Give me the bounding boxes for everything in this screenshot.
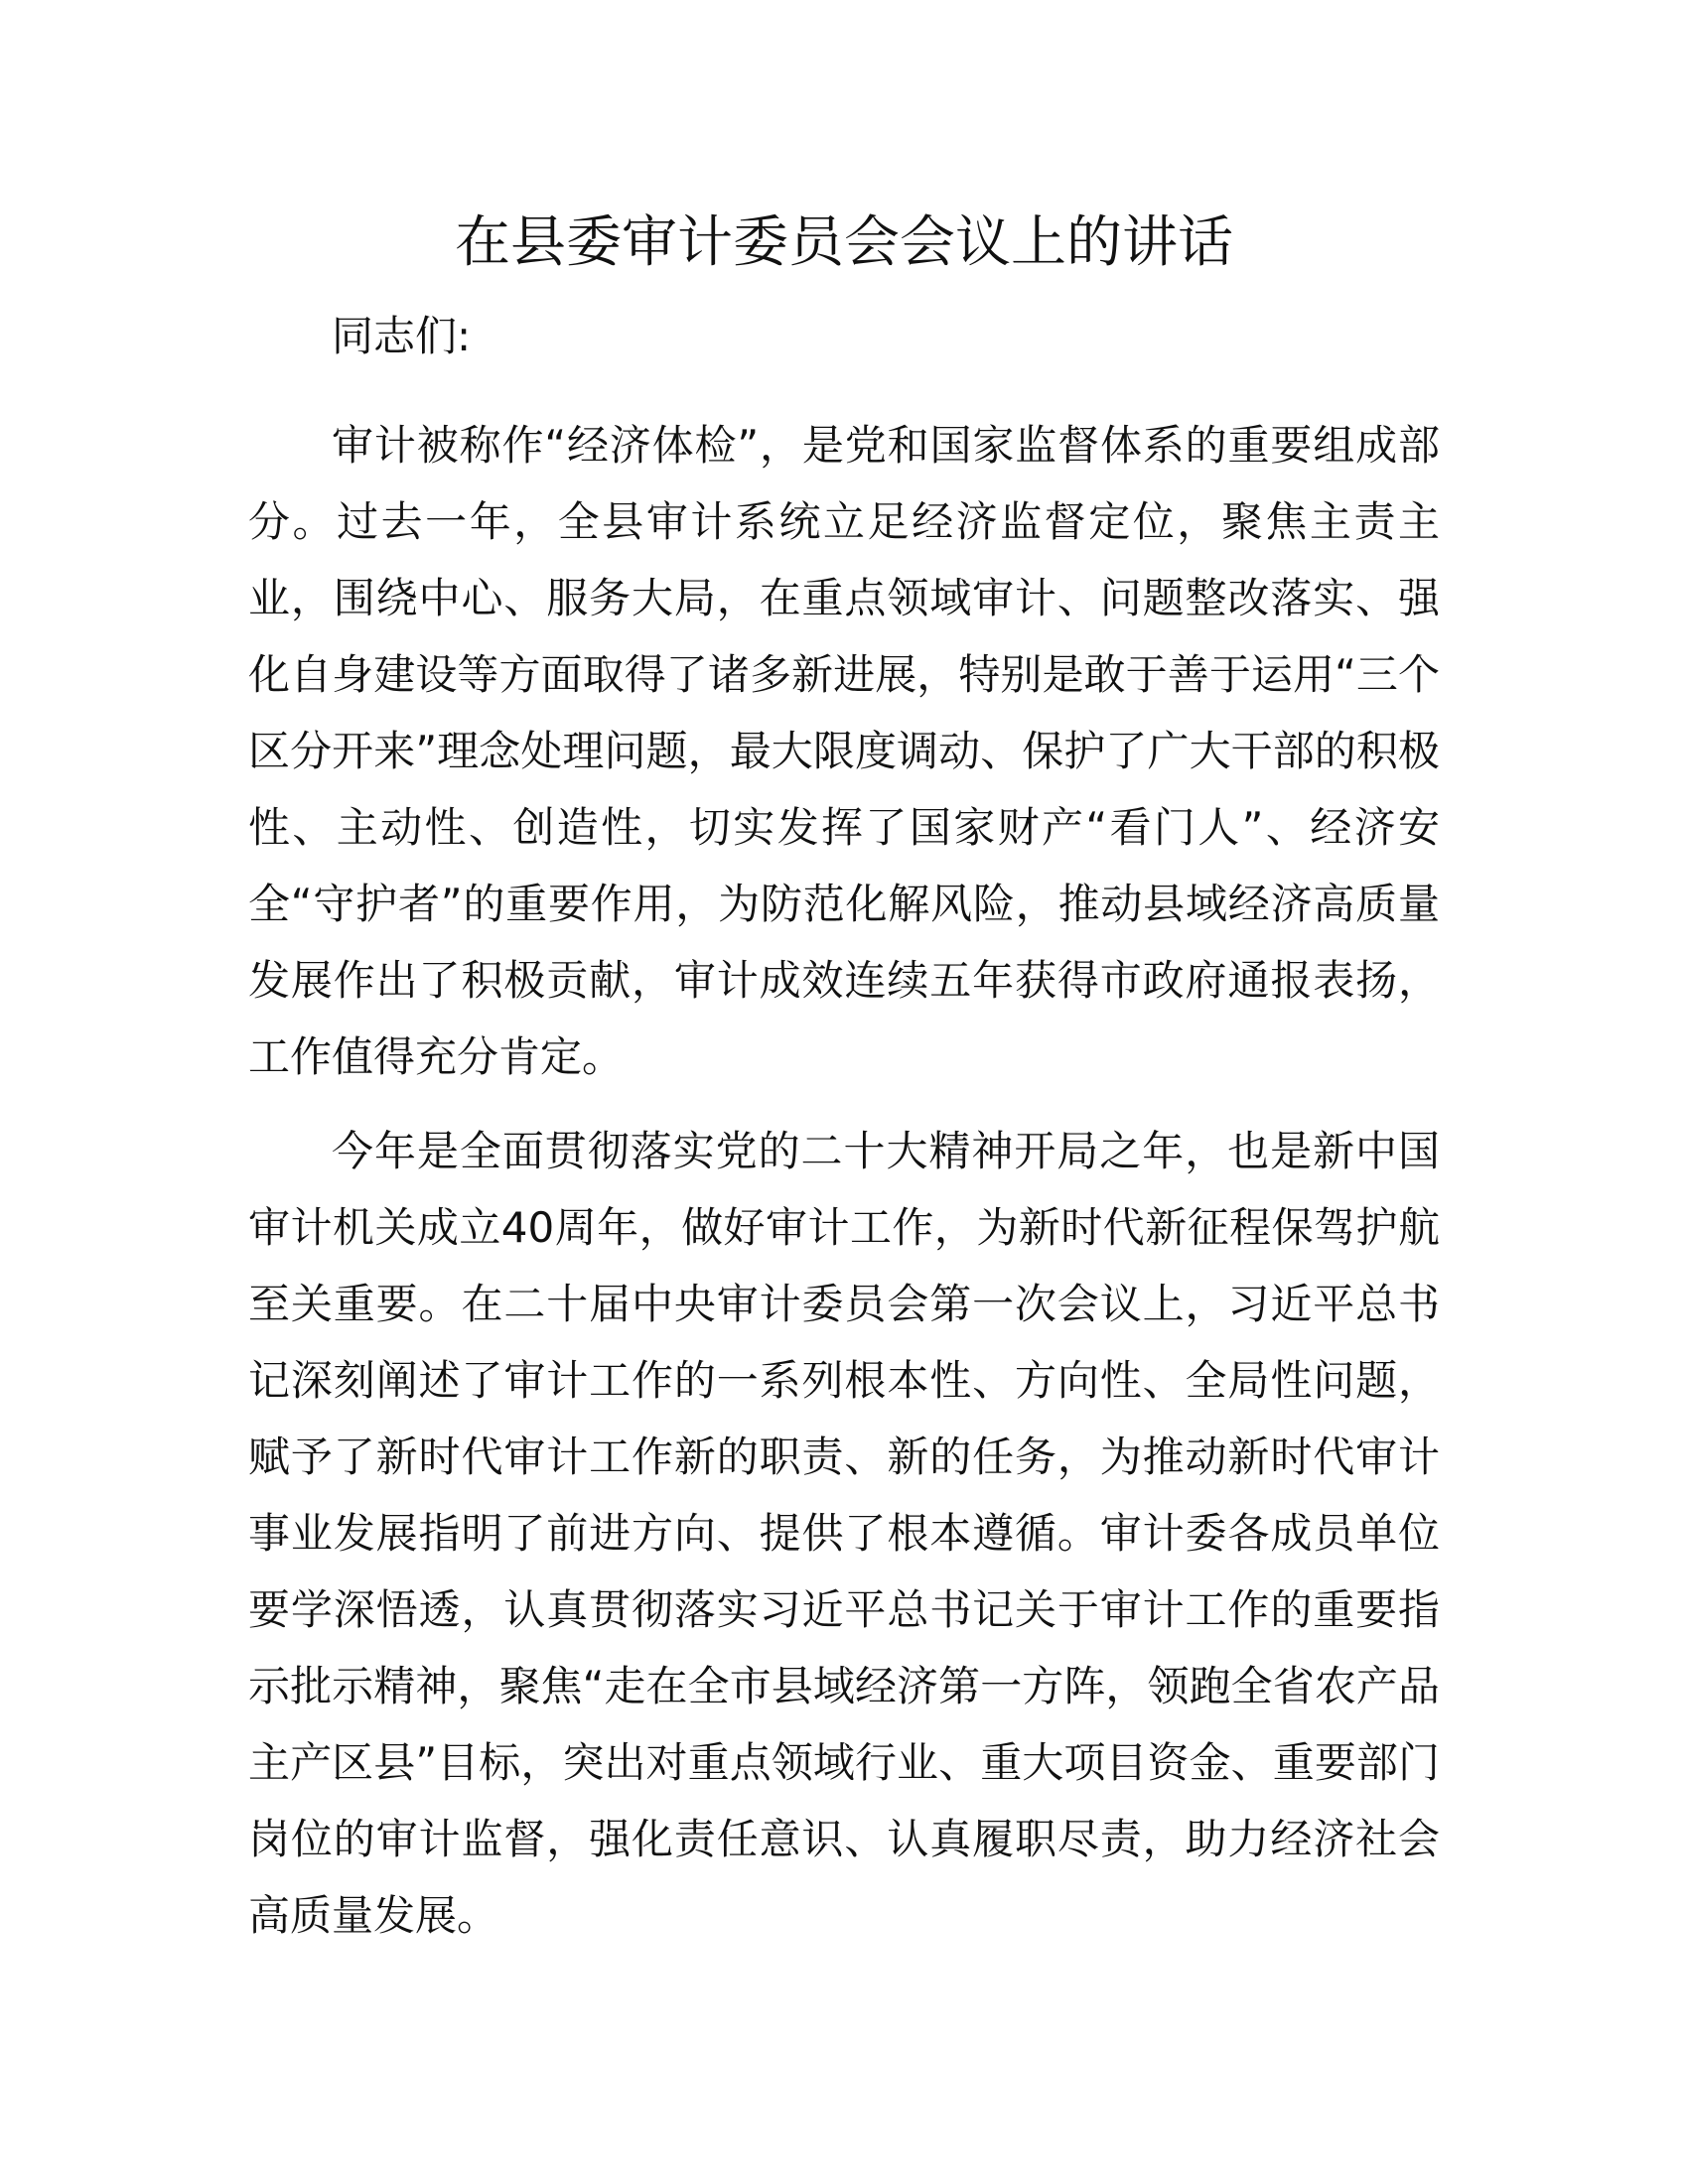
- document-body: [248, 298, 1440, 1972]
- salutation: 同志们:: [332, 312, 472, 360]
- paragraph-1: 审计被称作“经济体检”，是党和国家监督体系的重要组成部分。过去一年，全县审计系统立足经济监督定位，聚焦主责主业，围绕中心、服务大局，在重点领域审计、问题整改落实、强化自身建设等方面取得了诸多新进展，特别是敢于善于运用“三个区分开来”理念处理问题，最大限度调动、保护了广大干部的积极性、主动性、创造性，切实发挥了国家财产“看门人”、经济安全“守护者”的重要作用，为防范化解风险，推动县域经济高质量发展作出了积极贡献，审计成效连续五年获得市政府通报表扬，工作值得充分肯定。: [248, 421, 1440, 1081]
- document-title: 在县委审计委员会会议上的讲话: [455, 210, 1233, 275]
- paragraph-2: 今年是全面贯彻落实党的二十大精神开局之年，也是新中国审计机关成立40周年，做好审计工作，为新时代新征程保驾护航至关重要。在二十届中央审计委员会第一次会议上，习近平总书记深刻阐述了审计工作的一系列根本性、方向性、全局性问题，赋予了新时代审计工作新的职责、新的任务，为推动新时代审计事业发展指明了前进方向、提供了根本遵循。审计委各成员单位要学深悟透，认真贯彻落实习近平总书记关于审计工作的重要指示批示精神，聚焦“走在全市县域经济第一方阵，领跑全省农产品主产区县”目标，突出对重点领域行业、重大项目资金、重要部门岗位的审计监督，强化责任意识、认真履职尽责，助力经济社会高质量发展。: [248, 1127, 1440, 1940]
